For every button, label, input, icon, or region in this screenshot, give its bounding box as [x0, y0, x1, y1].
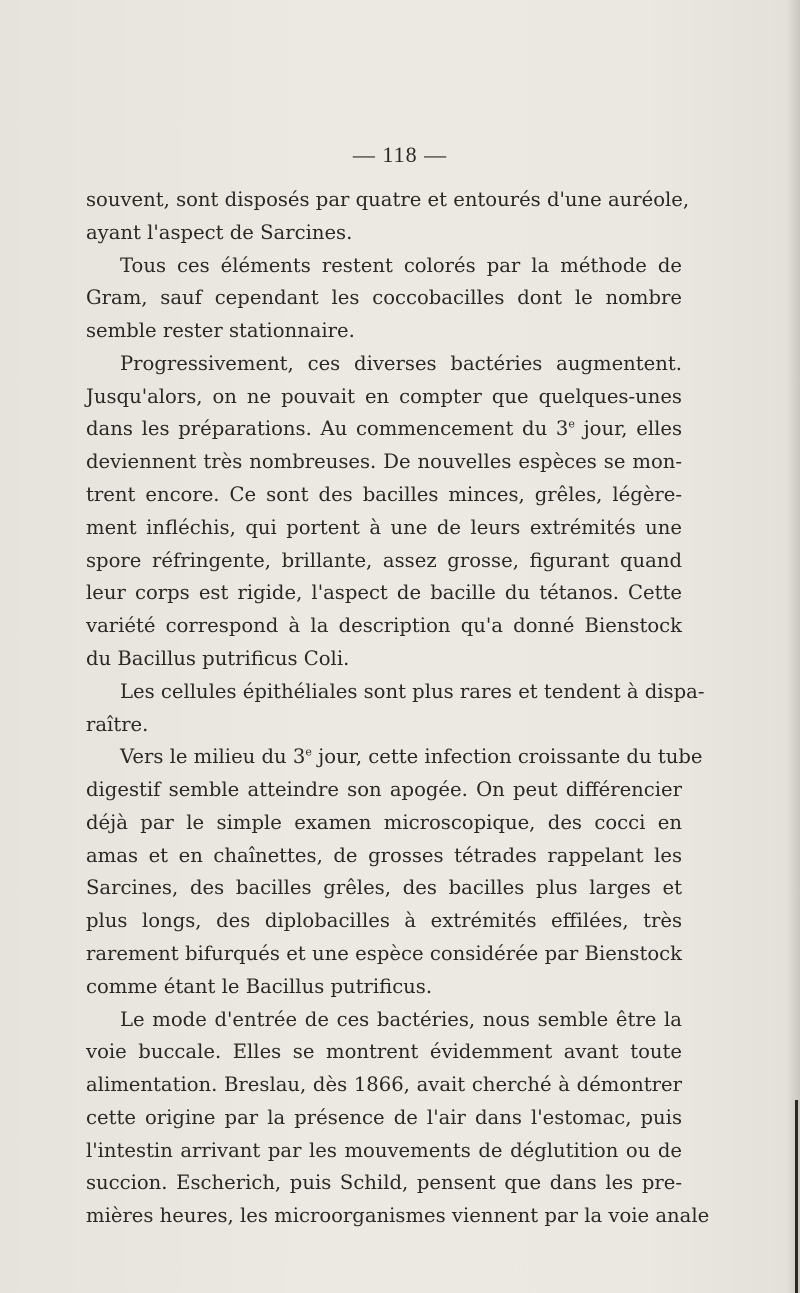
text-line: mières heures, les microorganismes viennent par la voie anale [86, 1204, 710, 1228]
text-line: amas et en chaînettes, de grosses tétrades rappelant les [86, 843, 682, 867]
text-line: rarement bifurqués et une espèce considérée par Bienstock [86, 941, 682, 965]
text-line: Progressivement, ces diverses bactéries augmentent. [120, 351, 682, 375]
text-line: trent encore. Ce sont des bacilles minces, grêles, légère- [86, 483, 682, 507]
text-line: ayant l'aspect de Sarcines. [86, 220, 353, 244]
text-line: variété correspond à la description qu'a donné Bienstock [86, 614, 682, 638]
text-line: comme étant le Bacillus putrificus. [86, 974, 433, 998]
text-line: semble rester stationnaire. [86, 319, 355, 343]
text-line: ment infléchis, qui portent à une de leurs extrémités une [86, 515, 682, 539]
text-line: Sarcines, des bacilles grêles, des bacilles plus larges et [86, 876, 682, 900]
text-line: Tous ces éléments restent colorés par la méthode de [120, 253, 682, 277]
paragraph [86, 348, 682, 676]
text-line: Les cellules épithéliales sont plus rares et tendent à dispa- [120, 679, 705, 703]
text-line: voie buccale. Elles se montrent évidemment avant toute [86, 1040, 682, 1064]
paragraph [86, 184, 690, 250]
text-line: plus longs, des diplobacilles à extrémités effilées, très [86, 909, 682, 933]
text-line: souvent, sont disposés par quatre et entourés d'une auréole, [86, 188, 690, 211]
text-line: l'intestin arrivant par les mouvements de déglutition ou de [86, 1138, 682, 1162]
text-line: raître. [86, 712, 149, 736]
paragraph [86, 250, 682, 348]
text-line: Jusqu'alors, on ne pouvait en compter que quelques-unes [86, 384, 682, 408]
body-text [86, 184, 710, 1233]
paragraph [86, 676, 705, 742]
text-line: dans les préparations. Au commencement du 3e jour, elles [86, 417, 682, 441]
text-line: leur corps est rigide, l'aspect de bacille du tétanos. Cette [86, 581, 682, 605]
text-line: deviennent très nombreuses. De nouvelles espèces se mon- [86, 450, 682, 474]
text-line: cette origine par la présence de l'air dans l'estomac, puis [86, 1105, 682, 1129]
text-line: Le mode d'entrée de ces bactéries, nous semble être la [120, 1007, 682, 1031]
text-line: succion. Escherich, puis Schild, pensent que dans les pre- [86, 1171, 682, 1195]
text-line: déjà par le simple examen microscopique, des cocci en [86, 810, 682, 834]
paragraph [86, 1004, 710, 1233]
text-line: spore réfringente, brillante, assez grosse, figurant quand [86, 548, 682, 572]
text-line: du Bacillus putrificus Coli. [86, 646, 350, 670]
text-line: digestif semble atteindre son apogée. On peut différencier [86, 778, 682, 802]
text-line: Vers le milieu du 3e jour, cette infection croissante du tube [120, 745, 703, 769]
binding-mark [795, 1100, 798, 1293]
text-line: Gram, sauf cependant les coccobacilles dont le nombre [86, 286, 682, 310]
page-number: — 118 — [352, 142, 448, 167]
paragraph [86, 741, 703, 1003]
text-line: alimentation. Breslau, dès 1866, avait cherché à démontrer [86, 1073, 682, 1097]
